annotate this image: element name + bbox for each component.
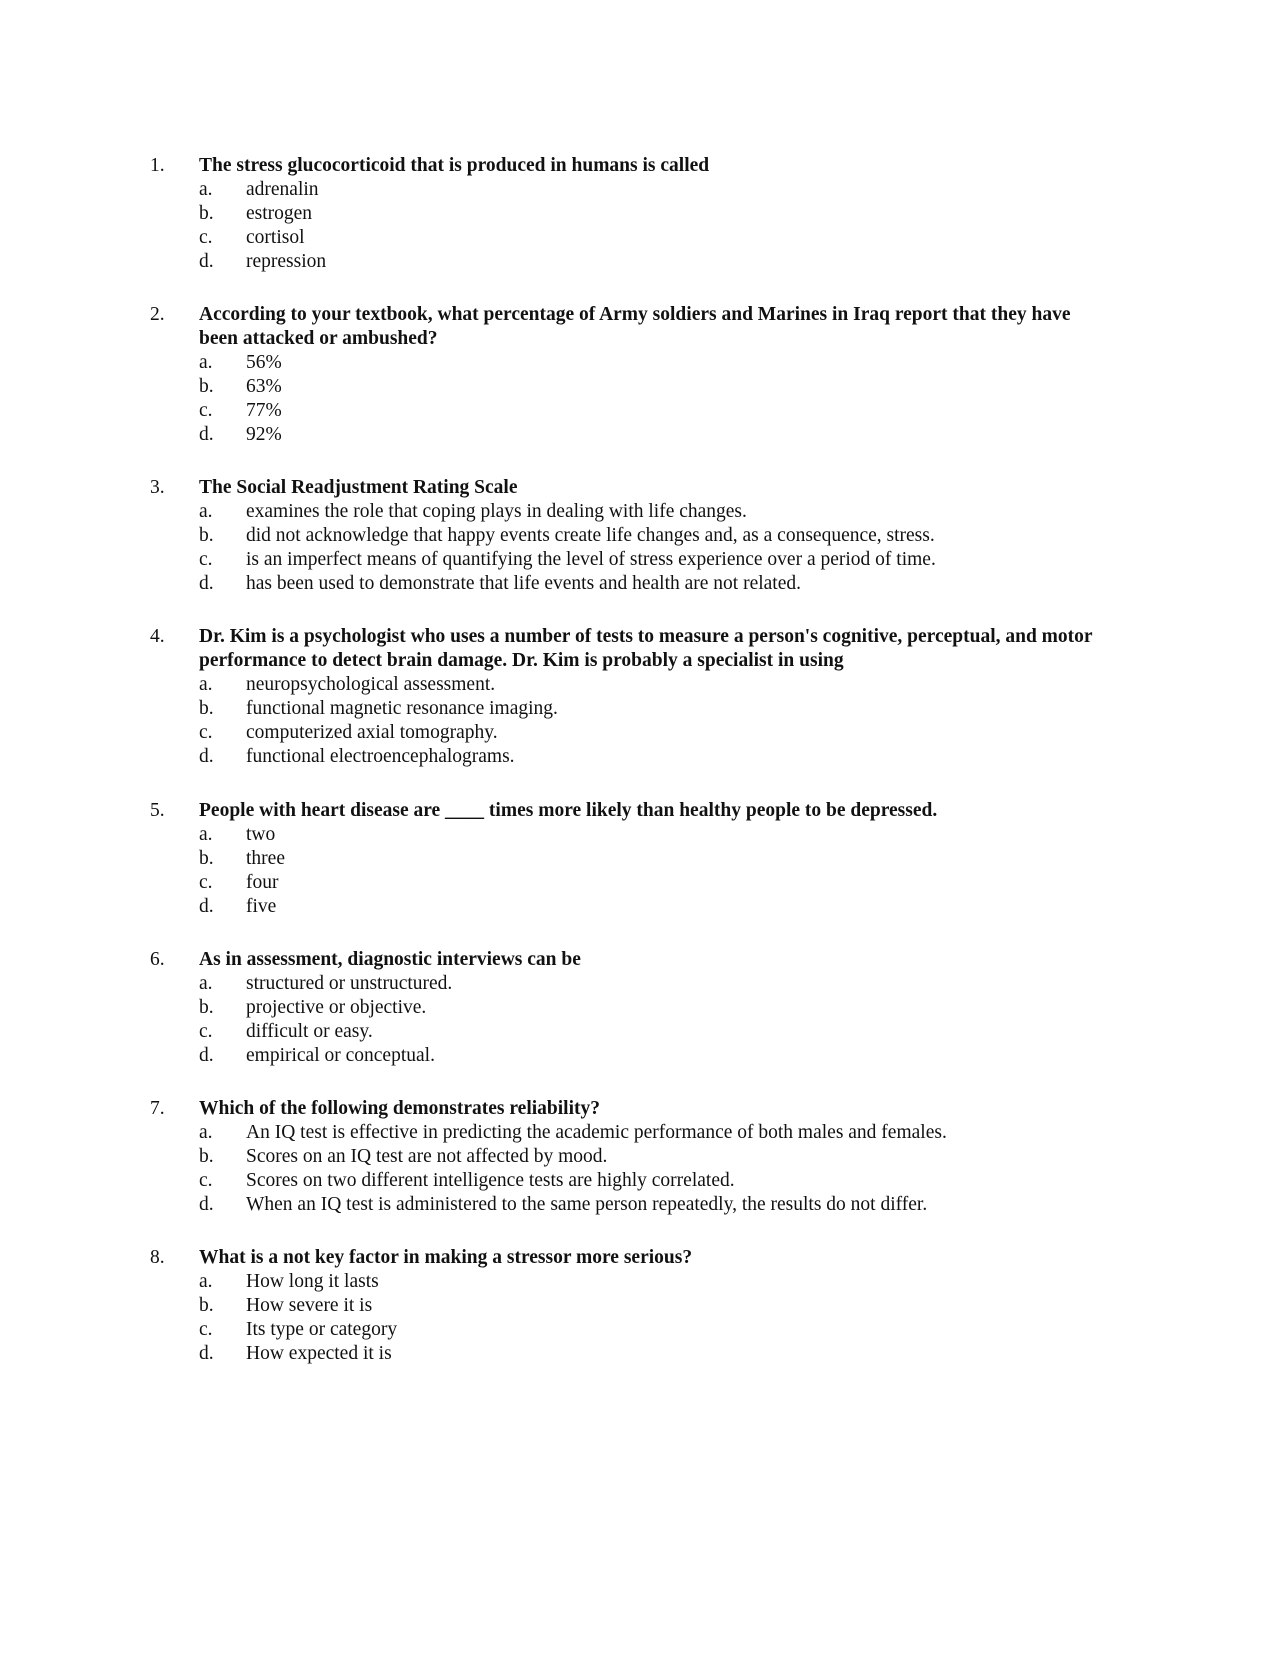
question-number: 4.	[150, 626, 165, 647]
option-letter: b.	[199, 1295, 214, 1316]
option-list	[150, 351, 1110, 447]
option-letter: c.	[199, 872, 213, 893]
option-text: How severe it is	[246, 1295, 373, 1316]
option-d	[150, 745, 1110, 769]
option-letter: c.	[199, 1021, 213, 1042]
option-a	[150, 178, 1110, 202]
option-c	[150, 1169, 1110, 1193]
option-text: Scores on an IQ test are not affected by mood.	[246, 1146, 608, 1167]
question-8	[150, 1246, 1110, 1366]
option-a	[150, 1270, 1110, 1294]
question-text: As in assessment, diagnostic interviews can be	[199, 949, 581, 970]
option-letter: d.	[199, 424, 214, 445]
question-1	[150, 154, 1110, 274]
question-text: Dr. Kim is a psychologist who uses a number of tests to measure a person's cognitive, perceptual, and motor performance to detect brain damage. Dr. Kim is probably a specialist in using	[199, 626, 1093, 671]
option-text: repression	[246, 251, 327, 272]
question-number: 6.	[150, 949, 165, 970]
option-letter: b.	[199, 997, 214, 1018]
option-text: How long it lasts	[246, 1271, 379, 1292]
option-letter: d.	[199, 1045, 214, 1066]
option-letter: c.	[199, 1319, 213, 1340]
option-text: four	[246, 872, 279, 893]
option-letter: a.	[199, 352, 213, 373]
option-letter: c.	[199, 722, 213, 743]
option-letter: c.	[199, 549, 213, 570]
option-b	[150, 847, 1110, 871]
option-list	[150, 1270, 1110, 1366]
question-text: The stress glucocorticoid that is produced in humans is called	[199, 155, 710, 176]
option-text: did not acknowledge that happy events create life changes and, as a consequence, stress.	[246, 525, 935, 546]
option-b	[150, 375, 1110, 399]
option-list	[150, 178, 1110, 274]
option-letter: c.	[199, 1170, 213, 1191]
question-text: What is a not key factor in making a stressor more serious?	[199, 1247, 693, 1268]
question-6	[150, 948, 1110, 1068]
option-c	[150, 1020, 1110, 1044]
question-text: According to your textbook, what percentage of Army soldiers and Marines in Iraq report that they have been attacked or ambushed?	[199, 304, 1071, 349]
option-text: 77%	[246, 400, 282, 421]
option-letter: b.	[199, 203, 214, 224]
option-list	[150, 972, 1110, 1068]
option-c	[150, 399, 1110, 423]
option-text: cortisol	[246, 227, 305, 248]
option-text: difficult or easy.	[246, 1021, 373, 1042]
option-text: 56%	[246, 352, 282, 373]
option-text: neuropsychological assessment.	[246, 674, 496, 695]
question-2	[150, 303, 1110, 447]
question-4	[150, 625, 1110, 769]
option-letter: a.	[199, 1271, 213, 1292]
option-b	[150, 697, 1110, 721]
option-letter: d.	[199, 1343, 214, 1364]
option-c	[150, 1318, 1110, 1342]
option-text: How expected it is	[246, 1343, 392, 1364]
option-a	[150, 500, 1110, 524]
option-list	[150, 1121, 1110, 1217]
option-letter: c.	[199, 400, 213, 421]
option-text: Scores on two different intelligence tests are highly correlated.	[246, 1170, 735, 1191]
question-7	[150, 1097, 1110, 1217]
question-number: 1.	[150, 155, 165, 176]
question-text: The Social Readjustment Rating Scale	[199, 477, 518, 498]
option-text: estrogen	[246, 203, 313, 224]
option-c	[150, 548, 1110, 572]
option-text: Its type or category	[246, 1319, 398, 1340]
option-text: empirical or conceptual.	[246, 1045, 435, 1066]
option-text: projective or objective.	[246, 997, 427, 1018]
option-text: two	[246, 824, 276, 845]
option-letter: b.	[199, 698, 214, 719]
option-letter: a.	[199, 1122, 213, 1143]
option-text: computerized axial tomography.	[246, 722, 498, 743]
option-text: functional magnetic resonance imaging.	[246, 698, 558, 719]
option-letter: b.	[199, 525, 214, 546]
question-text: People with heart disease are ____ times more likely than healthy people to be depressed.	[199, 800, 938, 821]
option-a	[150, 972, 1110, 996]
option-letter: d.	[199, 896, 214, 917]
option-letter: a.	[199, 501, 213, 522]
option-letter: b.	[199, 848, 214, 869]
option-letter: b.	[199, 376, 214, 397]
option-text: 92%	[246, 424, 282, 445]
option-letter: a.	[199, 824, 213, 845]
option-b	[150, 996, 1110, 1020]
question-number: 7.	[150, 1098, 165, 1119]
option-d	[150, 1044, 1110, 1068]
option-letter: d.	[199, 746, 214, 767]
option-d	[150, 423, 1110, 447]
option-a	[150, 823, 1110, 847]
option-b	[150, 524, 1110, 548]
option-letter: a.	[199, 674, 213, 695]
option-text: examines the role that coping plays in dealing with life changes.	[246, 501, 747, 522]
option-a	[150, 351, 1110, 375]
option-b	[150, 202, 1110, 226]
option-letter: a.	[199, 179, 213, 200]
option-b	[150, 1294, 1110, 1318]
option-text: structured or unstructured.	[246, 973, 453, 994]
option-text: is an imperfect means of quantifying the level of stress experience over a period of time.	[246, 549, 936, 570]
question-5	[150, 799, 1110, 919]
option-b	[150, 1145, 1110, 1169]
option-letter: a.	[199, 973, 213, 994]
question-text: Which of the following demonstrates reliability?	[199, 1098, 600, 1119]
option-list	[150, 673, 1110, 769]
option-text: functional electroencephalograms.	[246, 746, 515, 767]
option-d	[150, 572, 1110, 596]
option-letter: d.	[199, 1194, 214, 1215]
question-number: 5.	[150, 800, 165, 821]
option-c	[150, 721, 1110, 745]
option-a	[150, 1121, 1110, 1145]
option-text: An IQ test is effective in predicting the academic performance of both males and females.	[246, 1122, 947, 1143]
option-letter: c.	[199, 227, 213, 248]
option-letter: d.	[199, 573, 214, 594]
question-number: 8.	[150, 1247, 165, 1268]
option-list	[150, 500, 1110, 596]
option-text: five	[246, 896, 277, 917]
option-c	[150, 226, 1110, 250]
option-text: adrenalin	[246, 179, 319, 200]
option-c	[150, 871, 1110, 895]
option-text: three	[246, 848, 285, 869]
question-number: 2.	[150, 304, 165, 325]
question-3	[150, 476, 1110, 596]
option-a	[150, 673, 1110, 697]
option-text: When an IQ test is administered to the same person repeatedly, the results do not differ.	[246, 1194, 928, 1215]
option-text: has been used to demonstrate that life events and health are not related.	[246, 573, 801, 594]
option-d	[150, 895, 1110, 919]
option-d	[150, 250, 1110, 274]
option-list	[150, 823, 1110, 919]
option-d	[150, 1342, 1110, 1366]
option-letter: b.	[199, 1146, 214, 1167]
question-number: 3.	[150, 477, 165, 498]
option-text: 63%	[246, 376, 282, 397]
option-letter: d.	[199, 251, 214, 272]
option-d	[150, 1193, 1110, 1217]
